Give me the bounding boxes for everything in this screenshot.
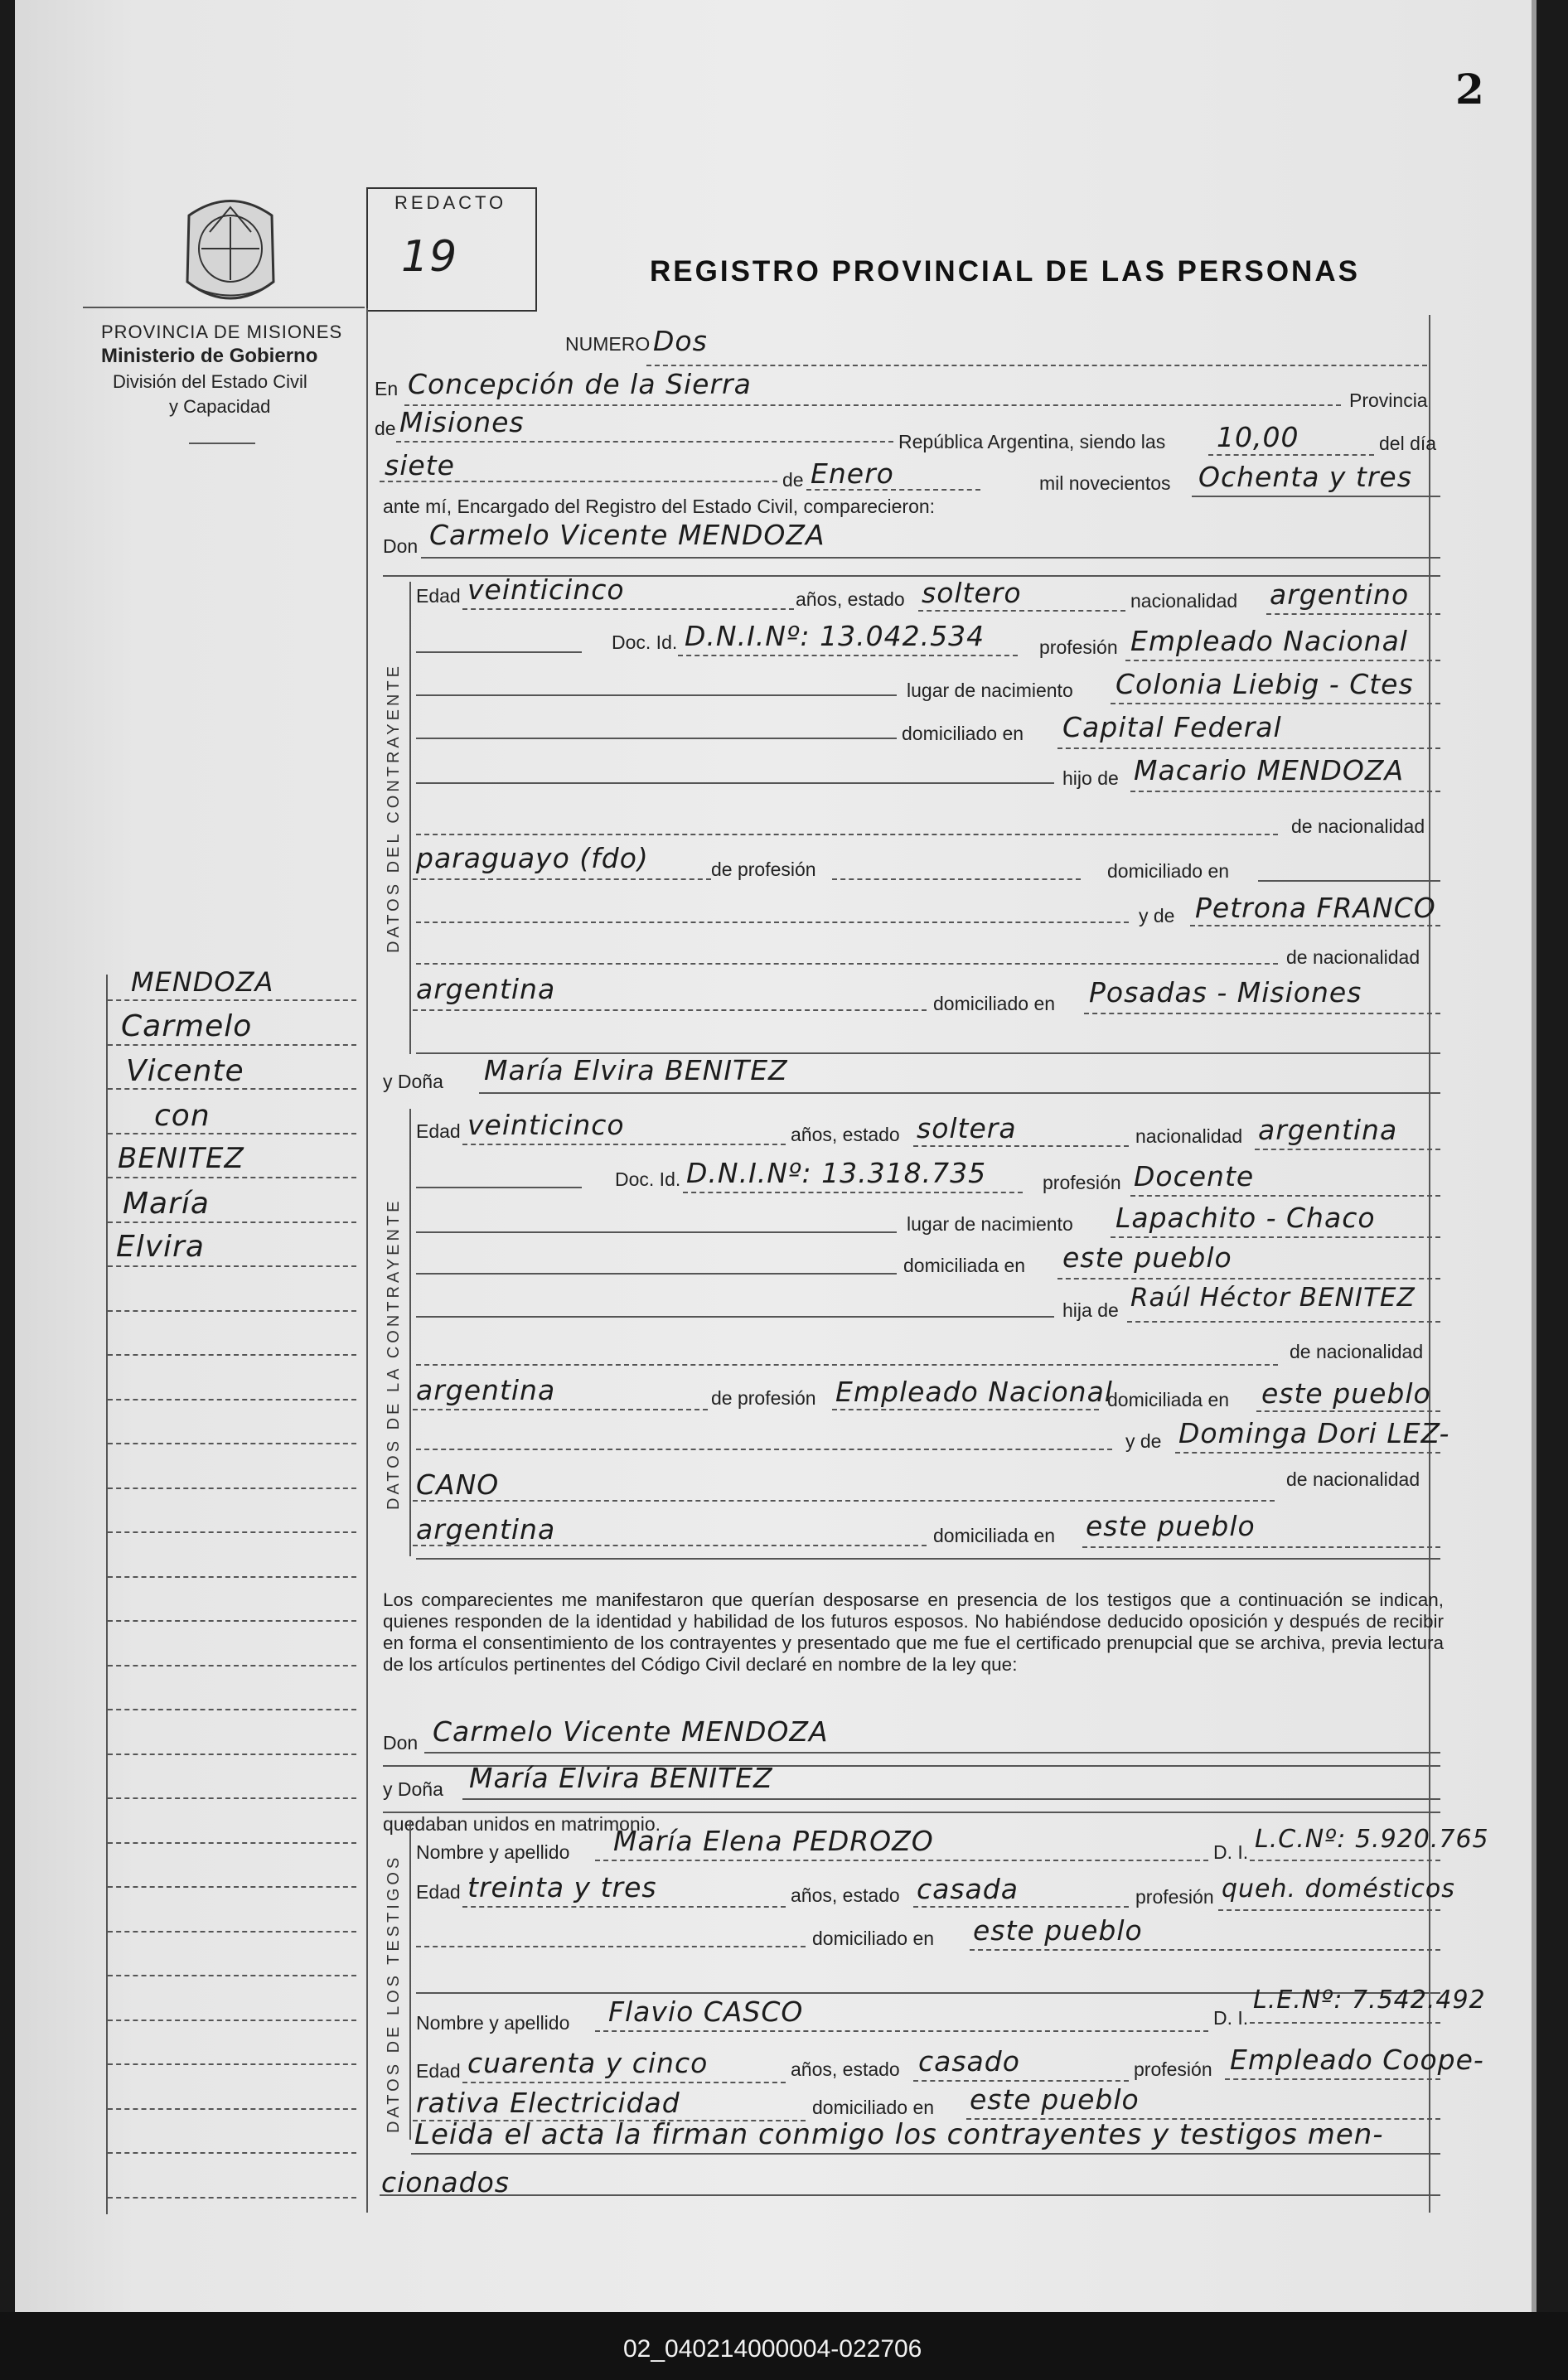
margin-note-line-4: con xyxy=(154,1099,211,1133)
dia-value: siete xyxy=(385,449,455,481)
t1-nombre-value: María Elena PEDROZO xyxy=(613,1825,934,1857)
t1-profesion-value: queh. domésticos xyxy=(1222,1874,1455,1904)
issuer-division: División del Estado Civil xyxy=(113,371,307,392)
issuer-province: PROVINCIA DE MISIONES xyxy=(101,322,343,342)
declaration-dona-value: María Elvira BENITEZ xyxy=(469,1762,773,1794)
declaration-don-label: Don xyxy=(383,1732,419,1754)
declaration-dona-label: y Doña xyxy=(383,1778,443,1800)
ante-text: ante mí, Encargado del Registro del Estado Civil, comparecieron: xyxy=(383,496,936,517)
margin-rule-line xyxy=(108,1709,356,1710)
padre-domicilio-value-2: este pueblo xyxy=(1261,1377,1431,1410)
margin-rule-line xyxy=(108,1088,356,1090)
t1-edad-value: treinta y tres xyxy=(467,1871,657,1904)
edad-label-1: Edad xyxy=(416,585,461,607)
anos-label-1: años, estado xyxy=(796,588,905,610)
estado-value-2: soltera xyxy=(917,1112,1017,1144)
en-value: Concepción de la Sierra xyxy=(408,368,752,400)
provincial-seal-icon xyxy=(172,191,288,315)
margin-rule-line xyxy=(108,1044,356,1046)
margin-rule-line xyxy=(108,1620,356,1622)
nacionalidad-value-1: argentino xyxy=(1270,578,1410,611)
t2-profesion-value-cont: rativa Electricidad xyxy=(416,2087,680,2119)
profesion-label-1: profesión xyxy=(1039,636,1118,658)
margin-rule-line xyxy=(108,1797,356,1799)
contrayenta-section-label: DATOS DE LA CONTRAYENTE xyxy=(385,1197,403,1510)
padre-value-1: Macario MENDOZA xyxy=(1134,754,1405,786)
edad-label-2: Edad xyxy=(416,1120,461,1142)
edad-value-1: veinticinco xyxy=(467,573,625,606)
t2-nombre-value: Flavio CASCO xyxy=(608,1995,804,2028)
margin-rule-line xyxy=(108,1488,356,1489)
footer-id: 02_040214000004-022706 xyxy=(623,2335,922,2363)
de-label: de xyxy=(375,418,396,439)
testigos-section-label: DATOS DE LOS TESTIGOS xyxy=(385,1854,403,2133)
hija-label: hija de xyxy=(1062,1299,1119,1321)
madre-domicilio-value-1: Posadas - Misiones xyxy=(1089,976,1362,1009)
t2-edad-label: Edad xyxy=(416,2060,461,2082)
t1-domiciliado-label: domiciliado en xyxy=(812,1928,935,1949)
republica-label: República Argentina, siendo las xyxy=(898,431,1166,452)
margin-note-line-2: Carmelo xyxy=(121,1009,253,1043)
t1-edad-label: Edad xyxy=(416,1881,461,1903)
margin-rule-line xyxy=(108,1975,356,1976)
doc-value-1: D.N.I.Nº: 13.042.534 xyxy=(685,620,985,652)
edad-value-2: veinticinco xyxy=(467,1109,625,1141)
contrayente-section-label: DATOS DEL CONTRAYENTE xyxy=(385,663,403,953)
redacto-label: REDACTO xyxy=(394,192,507,213)
y-de-label-1: y de xyxy=(1139,905,1175,926)
domiciliado-en-label-1: domiciliado en xyxy=(1107,860,1230,882)
provincia-label: Provincia xyxy=(1349,389,1428,411)
nacionalidad-label-1: nacionalidad xyxy=(1130,590,1238,612)
page-title: REGISTRO PROVINCIAL DE LAS PERSONAS xyxy=(650,255,1360,288)
estado-value-1: soltero xyxy=(922,577,1022,609)
footer-bar xyxy=(0,2312,1568,2380)
t2-edad-value: cuarenta y cinco xyxy=(467,2047,709,2079)
madre-value-1: Petrona FRANCO xyxy=(1195,892,1436,924)
madre-domiciliado-label-1: domiciliado en xyxy=(933,993,1056,1014)
madre-nacionalidad-value-1: argentina xyxy=(416,973,556,1005)
de-nacionalidad-label-4: de nacionalidad xyxy=(1286,1468,1420,1490)
numero-value: Dos xyxy=(653,325,708,357)
margin-note-line-6: María xyxy=(123,1187,210,1221)
t2-profesion-label: profesión xyxy=(1134,2058,1212,2080)
declaration-text: Los comparecientes me manifestaron que querían desposarse en presencia de los testigos que a continuación se indican, quienes responden de la identidad y habilidad de los futuros esposos. No habiéndose deducido oposición y después de recibir en forma el consentimiento de los contrayentes y presentado que me fue el certificado prenupcial que se archiva, previa lectura de los artículos pertinentes del Código Civil declaré en nombre de la ley que: xyxy=(383,1589,1444,1675)
don-label: Don xyxy=(383,535,419,557)
t2-nombre-label: Nombre y apellido xyxy=(416,2012,570,2034)
padre-profesion-value-2: Empleado Nacional xyxy=(835,1376,1113,1408)
madre-nacionalidad-value-2: argentina xyxy=(416,1513,556,1546)
t1-profesion-label: profesión xyxy=(1135,1886,1214,1908)
margin-rule-line xyxy=(108,1665,356,1666)
margin-rule-line xyxy=(108,1310,356,1312)
t1-di-label: D. I. xyxy=(1213,1841,1249,1863)
de-nacionalidad-label-1: de nacionalidad xyxy=(1291,815,1425,837)
nacionalidad-label-2: nacionalidad xyxy=(1135,1125,1243,1147)
margin-rule-line xyxy=(108,1399,356,1400)
t2-anos-label: años, estado xyxy=(791,2058,900,2080)
del-dia-label: del día xyxy=(1379,433,1437,454)
quedaban-text: quedaban unidos en matrimonio. xyxy=(383,1813,661,1835)
anio-value: Ochenta y tres xyxy=(1198,461,1412,493)
de-profesion-label-2: de profesión xyxy=(711,1387,816,1409)
madre-value-2: Dominga Dori LEZ- xyxy=(1178,1417,1450,1449)
de-nacionalidad-label-2: de nacionalidad xyxy=(1286,946,1420,968)
page-number: 2 xyxy=(1455,65,1484,114)
padre-nacionalidad-value-2: argentina xyxy=(416,1374,556,1406)
provincia-value: Misiones xyxy=(399,406,525,438)
t1-anos-label: años, estado xyxy=(791,1884,900,1906)
margin-note-line-7: Elvira xyxy=(116,1230,205,1264)
doc-label-1: Doc. Id. xyxy=(612,631,678,653)
margin-rule-line xyxy=(108,999,356,1001)
madre-value-2-cont: CANO xyxy=(416,1468,500,1501)
t1-di-value: L.C.Nº: 5.920.765 xyxy=(1255,1825,1489,1854)
hijo-label: hijo de xyxy=(1062,767,1119,789)
dona-value: María Elvira BENITEZ xyxy=(484,1054,788,1086)
de-nacionalidad-label-3: de nacionalidad xyxy=(1290,1341,1424,1362)
issuer-capacity: y Capacidad xyxy=(169,396,271,417)
t2-domicilio-value: este pueblo xyxy=(970,2083,1140,2116)
hora-value: 10,00 xyxy=(1217,421,1299,453)
margin-rule-line xyxy=(108,1443,356,1444)
margin-rule-line xyxy=(108,2020,356,2021)
margin-rule-line xyxy=(108,1842,356,1844)
margin-note-line-5: BENITEZ xyxy=(118,1142,244,1175)
issuer-ministry: Ministerio de Gobierno xyxy=(101,345,318,367)
lugar-value-2: Lapachito - Chaco xyxy=(1116,1202,1376,1234)
profesion-value-1: Empleado Nacional xyxy=(1130,625,1408,657)
margin-rule-line xyxy=(108,1177,356,1178)
mil-label: mil novecientos xyxy=(1039,472,1171,494)
margin-rule-line xyxy=(108,1576,356,1578)
domicilio-value-2: este pueblo xyxy=(1062,1241,1232,1274)
dona-label: y Doña xyxy=(383,1071,443,1092)
margin-note-line-1: MENDOZA xyxy=(131,966,274,998)
y-de-label-2: y de xyxy=(1125,1430,1162,1452)
margin-note-line-3: Vicente xyxy=(126,1054,244,1088)
lugar-label-2: lugar de nacimiento xyxy=(907,1213,1073,1235)
t2-di-label: D. I. xyxy=(1213,2007,1249,2029)
madre-domiciliada-label-2: domiciliada en xyxy=(933,1525,1056,1546)
don-value: Carmelo Vicente MENDOZA xyxy=(429,519,825,551)
t2-di-value: L.E.Nº: 7.542.492 xyxy=(1253,1986,1486,2015)
profesion-label-2: profesión xyxy=(1043,1172,1121,1193)
declaration-don-value: Carmelo Vicente MENDOZA xyxy=(433,1715,829,1748)
padre-nacionalidad-value: paraguayo (fdo) xyxy=(416,842,649,874)
margin-rule-line xyxy=(108,1265,356,1267)
margin-rule-line xyxy=(108,1754,356,1755)
margin-rule-line xyxy=(108,1931,356,1933)
doc-value-2: D.N.I.Nº: 13.318.735 xyxy=(686,1157,987,1189)
de-mes-label: de xyxy=(782,469,804,491)
profesion-value-2: Docente xyxy=(1134,1160,1255,1192)
padre-value-2: Raúl Héctor BENITEZ xyxy=(1130,1283,1416,1313)
margin-rule-line xyxy=(108,1886,356,1888)
margin-rule-line xyxy=(108,1133,356,1134)
numero-label: NUMERO xyxy=(565,333,651,355)
domiciliada-label-2: domiciliada en xyxy=(903,1255,1026,1276)
margin-rule-line xyxy=(108,1354,356,1356)
leida-text: Leida el acta la firman conmigo los contrayentes y testigos men- xyxy=(414,2118,1384,2151)
padre-domiciliada-label-2: domiciliada en xyxy=(1107,1389,1230,1410)
de-profesion-label-1: de profesión xyxy=(711,859,816,880)
margin-rule-line xyxy=(108,2108,356,2110)
lugar-label-1: lugar de nacimiento xyxy=(907,680,1073,701)
margin-rule-line xyxy=(108,2063,356,2065)
mes-value: Enero xyxy=(811,457,894,490)
lugar-value-1: Colonia Liebig - Ctes xyxy=(1116,668,1414,700)
domicilio-value-1: Capital Federal xyxy=(1062,711,1282,743)
nacionalidad-value-2: argentina xyxy=(1258,1114,1398,1146)
domiciliado-label-1: domiciliado en xyxy=(902,723,1024,744)
madre-domicilio-value-2: este pueblo xyxy=(1086,1510,1256,1542)
t1-nombre-label: Nombre y apellido xyxy=(416,1841,570,1863)
t2-domiciliado-label: domiciliado en xyxy=(812,2097,935,2118)
doc-label-2: Doc. Id. xyxy=(615,1168,681,1190)
margin-rule-line xyxy=(108,1221,356,1223)
t1-domicilio-value: este pueblo xyxy=(973,1914,1143,1947)
document-page xyxy=(15,0,1537,2312)
leida-text-cont: cionados xyxy=(381,2166,510,2199)
t1-estado-value: casada xyxy=(917,1873,1019,1905)
margin-rule-line xyxy=(108,2152,356,2154)
en-label: En xyxy=(375,378,399,399)
redacto-mark: 19 xyxy=(401,232,458,282)
margin-rule-line xyxy=(108,2197,356,2199)
t2-profesion-value: Empleado Coope- xyxy=(1230,2044,1484,2076)
margin-rule-line xyxy=(108,1531,356,1533)
anos-label-2: años, estado xyxy=(791,1124,900,1145)
t2-estado-value: casado xyxy=(918,2045,1020,2078)
